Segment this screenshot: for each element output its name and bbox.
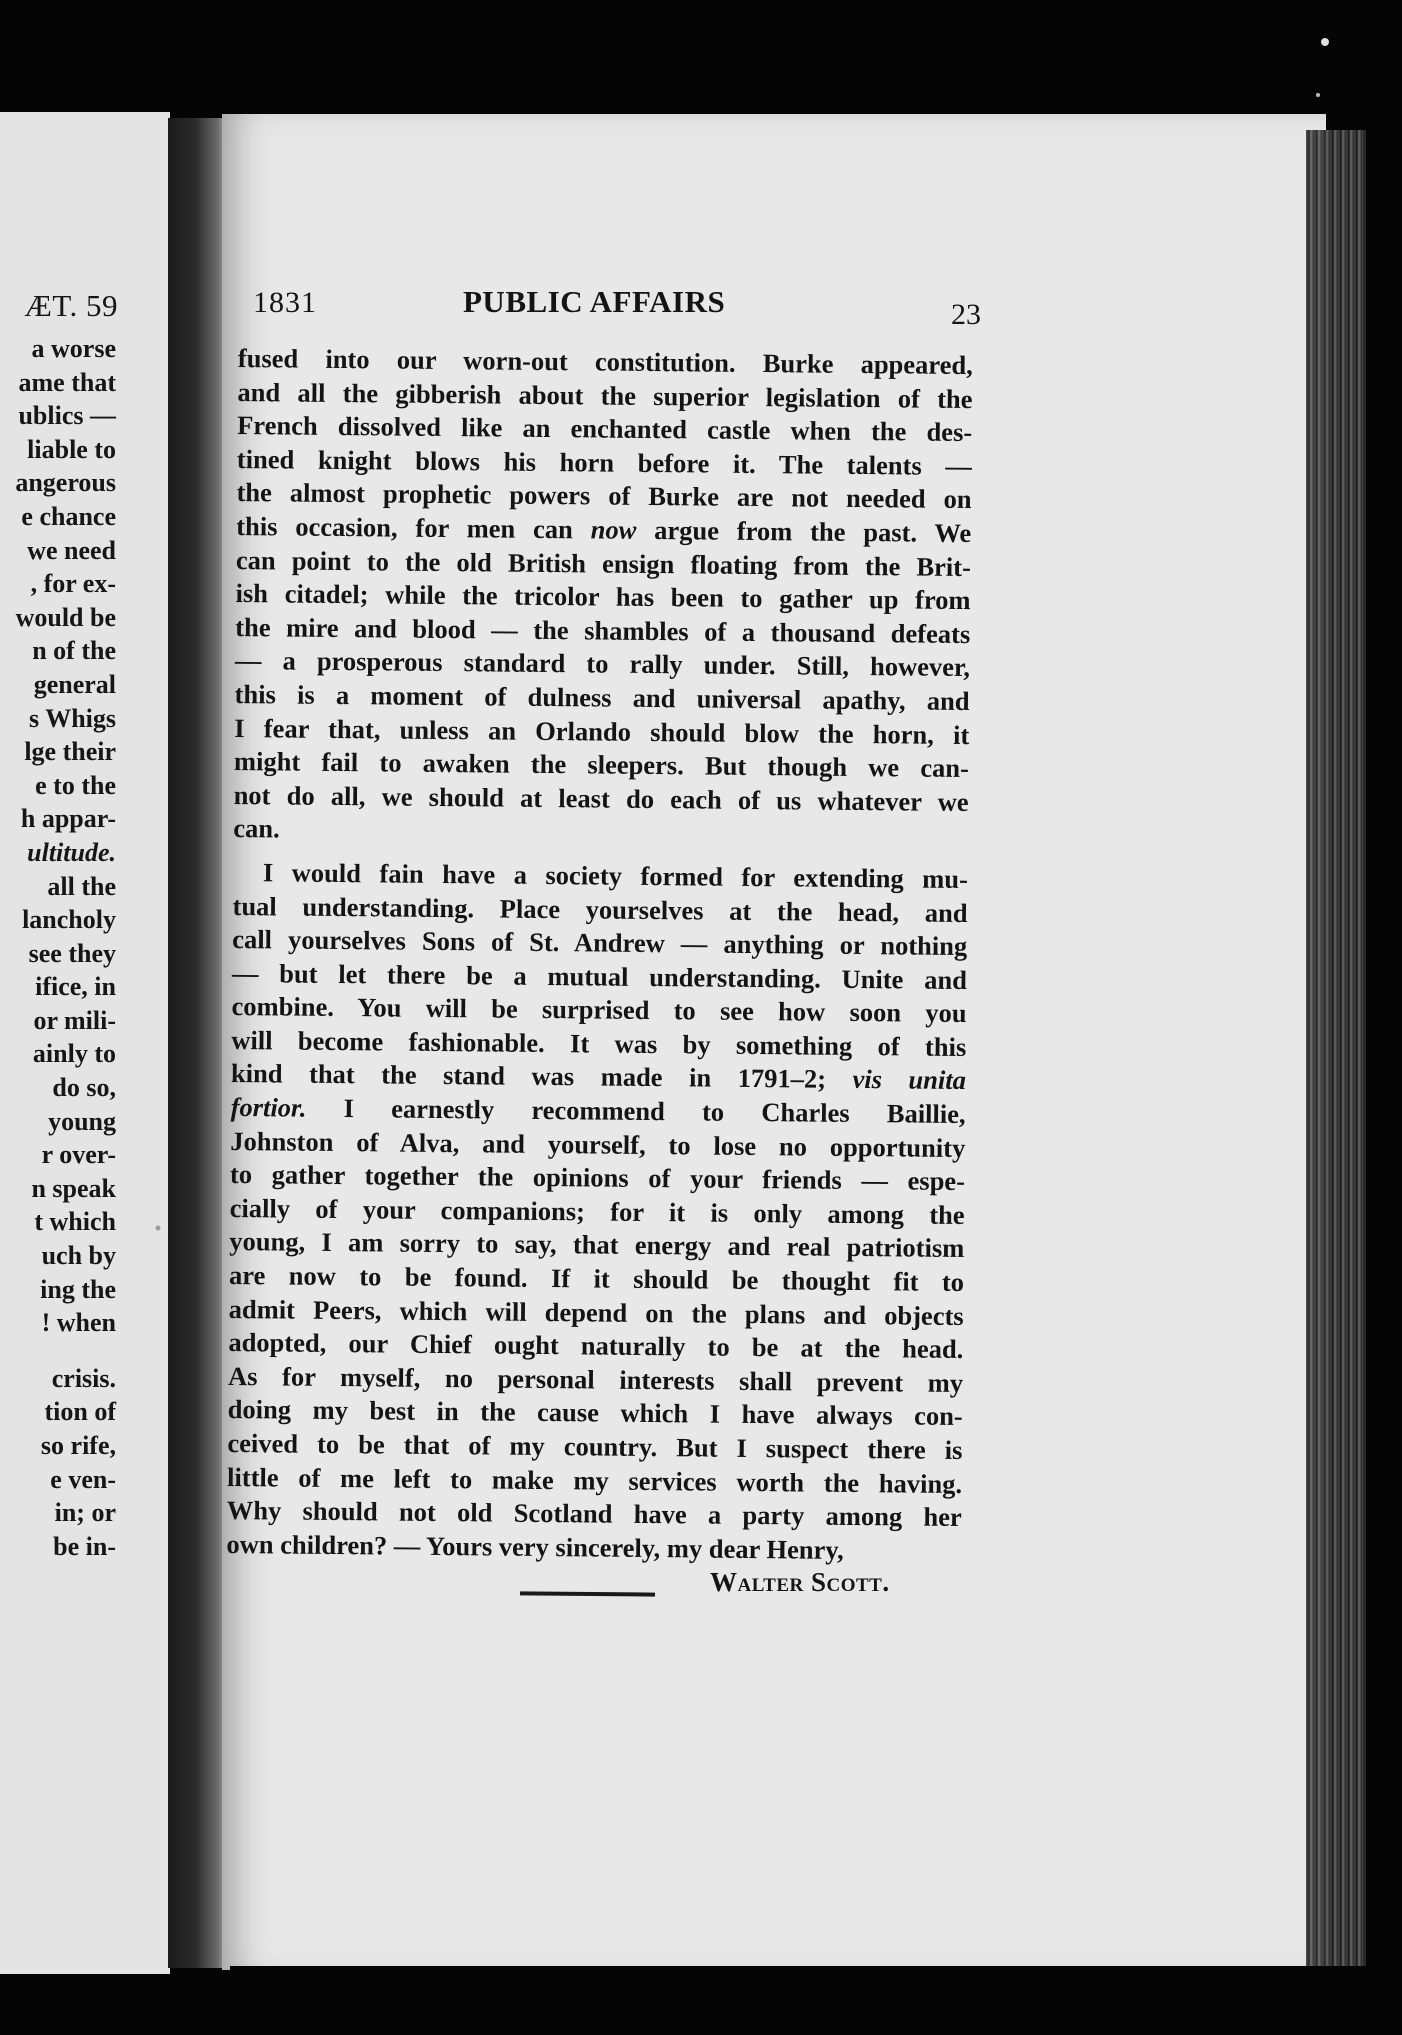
left-line: e to the: [35, 770, 116, 800]
text-line: doing my best in the cause which I have always con-: [227, 1394, 963, 1432]
emphasis-now: now: [590, 514, 637, 545]
left-line: crisis.: [51, 1363, 116, 1393]
text-line: can.: [233, 813, 280, 844]
text-line: I would fain have a society formed for extending mu-: [262, 857, 969, 894]
text-line: Johnston of Alva, and yourself, to lose no opportunity: [230, 1125, 966, 1163]
page-number: 23: [951, 298, 981, 331]
dust-speck: [1316, 93, 1320, 97]
text-line: will become fashionable. It was by something of this: [231, 1024, 967, 1062]
latin-phrase: fortior.: [230, 1092, 307, 1123]
running-header: [253, 284, 981, 334]
bottom-shadow: [230, 1966, 1370, 2035]
dust-speck: [1321, 38, 1329, 46]
left-line: lancholy: [22, 905, 116, 935]
left-line: t which: [34, 1207, 116, 1237]
text-line: call yourselves Sons of St. Andrew — anything or nothing: [232, 924, 968, 962]
text-line: fused into our worn-out constitution. Burke appeared,: [237, 342, 973, 381]
text-line: tined knight blows his horn before it. The talents —: [236, 443, 972, 481]
text-line: to gather together the opinions of your friends — espe-: [229, 1159, 966, 1197]
left-line: n of the: [32, 636, 116, 666]
left-line: tion of: [44, 1397, 116, 1427]
left-line: n speak: [31, 1173, 116, 1203]
text-line: combine. You will be surprised to see how soon you: [231, 991, 967, 1029]
text-line: As for myself, no personal interests shall prevent my: [227, 1360, 964, 1398]
left-line: ainly to: [32, 1039, 116, 1069]
text-line: young, I am sorry to say, that energy and real patriotism: [229, 1226, 965, 1264]
text-segment: this occasion, for men can: [236, 510, 574, 545]
left-line: ublics —: [18, 401, 116, 431]
left-line: do so,: [52, 1073, 116, 1103]
left-line: lge their: [24, 737, 116, 767]
text-line: cially of your companions; for it is only among the: [229, 1192, 965, 1230]
text-line: and all the gibberish about the superior legislation of the: [237, 376, 973, 414]
text-line: tual understanding. Place yourselves at the head, and: [232, 890, 968, 928]
left-line: a worse: [31, 334, 116, 363]
header-year: 1831: [253, 286, 317, 319]
text-line: might fail to awaken the sleepers. But though we can-: [233, 746, 970, 784]
left-line: general: [33, 669, 116, 699]
left-line: r over-: [41, 1140, 116, 1170]
left-line: s Whigs: [29, 703, 116, 733]
left-facing-page: [0, 112, 170, 1974]
text-segment: I earnestly recommend to Charles Baillie,: [343, 1093, 966, 1130]
text-line: French dissolved like an enchanted castle when the des-: [237, 410, 973, 448]
left-line: uch by: [41, 1241, 116, 1271]
signature: Walter Scott.: [710, 1567, 890, 1597]
left-line: ! when: [41, 1308, 116, 1338]
text-line: the almost prophetic powers of Burke are not needed on: [236, 477, 972, 515]
text-line: own children? — Yours very sincerely, my dear Henry,: [226, 1528, 844, 1565]
left-line: young: [48, 1106, 116, 1136]
left-line: see they: [28, 938, 116, 968]
latin-phrase: vis unita: [852, 1064, 967, 1096]
text-line: the mire and blood — the shambles of a thousand defeats: [235, 611, 971, 649]
left-line: be in-: [53, 1531, 116, 1561]
left-line: or mili-: [33, 1005, 116, 1035]
left-line: liable to: [27, 434, 116, 464]
text-line: are now to be found. If it should be thought fit to: [228, 1259, 965, 1298]
text-line: this is a moment of dulness and universal apathy, and: [234, 678, 970, 716]
left-line: ame that: [18, 367, 116, 397]
left-line: we need: [27, 535, 116, 565]
text-segment: kind that the stand was made in 1791–2;: [230, 1058, 827, 1095]
left-line: in; or: [54, 1498, 116, 1528]
text-line: ceived to be that of my country. But I suspect there is: [227, 1427, 963, 1466]
text-line: ish citadel; while the tricolor has been to gather up from: [235, 578, 971, 616]
text-line: — a prosperous standard to rally under. Still, however,: [234, 645, 971, 683]
text-line: adopted, our Chief ought naturally to be at the head.: [228, 1327, 964, 1365]
left-page-header: ÆT. 59: [24, 288, 118, 323]
binding-gutter: [168, 118, 230, 1968]
text-line: admit Peers, which will depend on the plans and objects: [228, 1293, 964, 1331]
page-edges: [1306, 130, 1366, 1980]
left-line: angerous: [15, 468, 116, 498]
left-line: h appar-: [20, 804, 116, 834]
left-line: e chance: [21, 501, 116, 531]
left-line: ing the: [40, 1274, 116, 1304]
left-line: e ven-: [50, 1464, 116, 1494]
left-line: all the: [47, 871, 116, 901]
text-line: I fear that, unless an Orlando should blow the horn, it: [234, 712, 970, 750]
header-title: PUBLIC AFFAIRS: [463, 284, 726, 319]
left-line: so rife,: [40, 1431, 116, 1460]
body-text: [226, 342, 973, 1568]
left-page-text: [15, 332, 116, 1563]
left-line: , for ex-: [30, 569, 116, 599]
text-line: not do all, we should at least do each of us whatever we: [233, 779, 969, 817]
text-segment: argue from the past. We: [654, 514, 972, 549]
left-line: ultitude.: [27, 837, 116, 867]
text-line: can point to the old British ensign floating from the Brit-: [235, 544, 972, 582]
text-line: — but let there be a mutual understanding. Unite and: [231, 957, 968, 995]
text-line: Why should not old Scotland have a party among her: [226, 1495, 962, 1533]
left-line: would be: [15, 602, 116, 632]
text-line: little of me left to make my services worth the having.: [226, 1461, 963, 1499]
left-line: ifice, in: [35, 972, 116, 1002]
